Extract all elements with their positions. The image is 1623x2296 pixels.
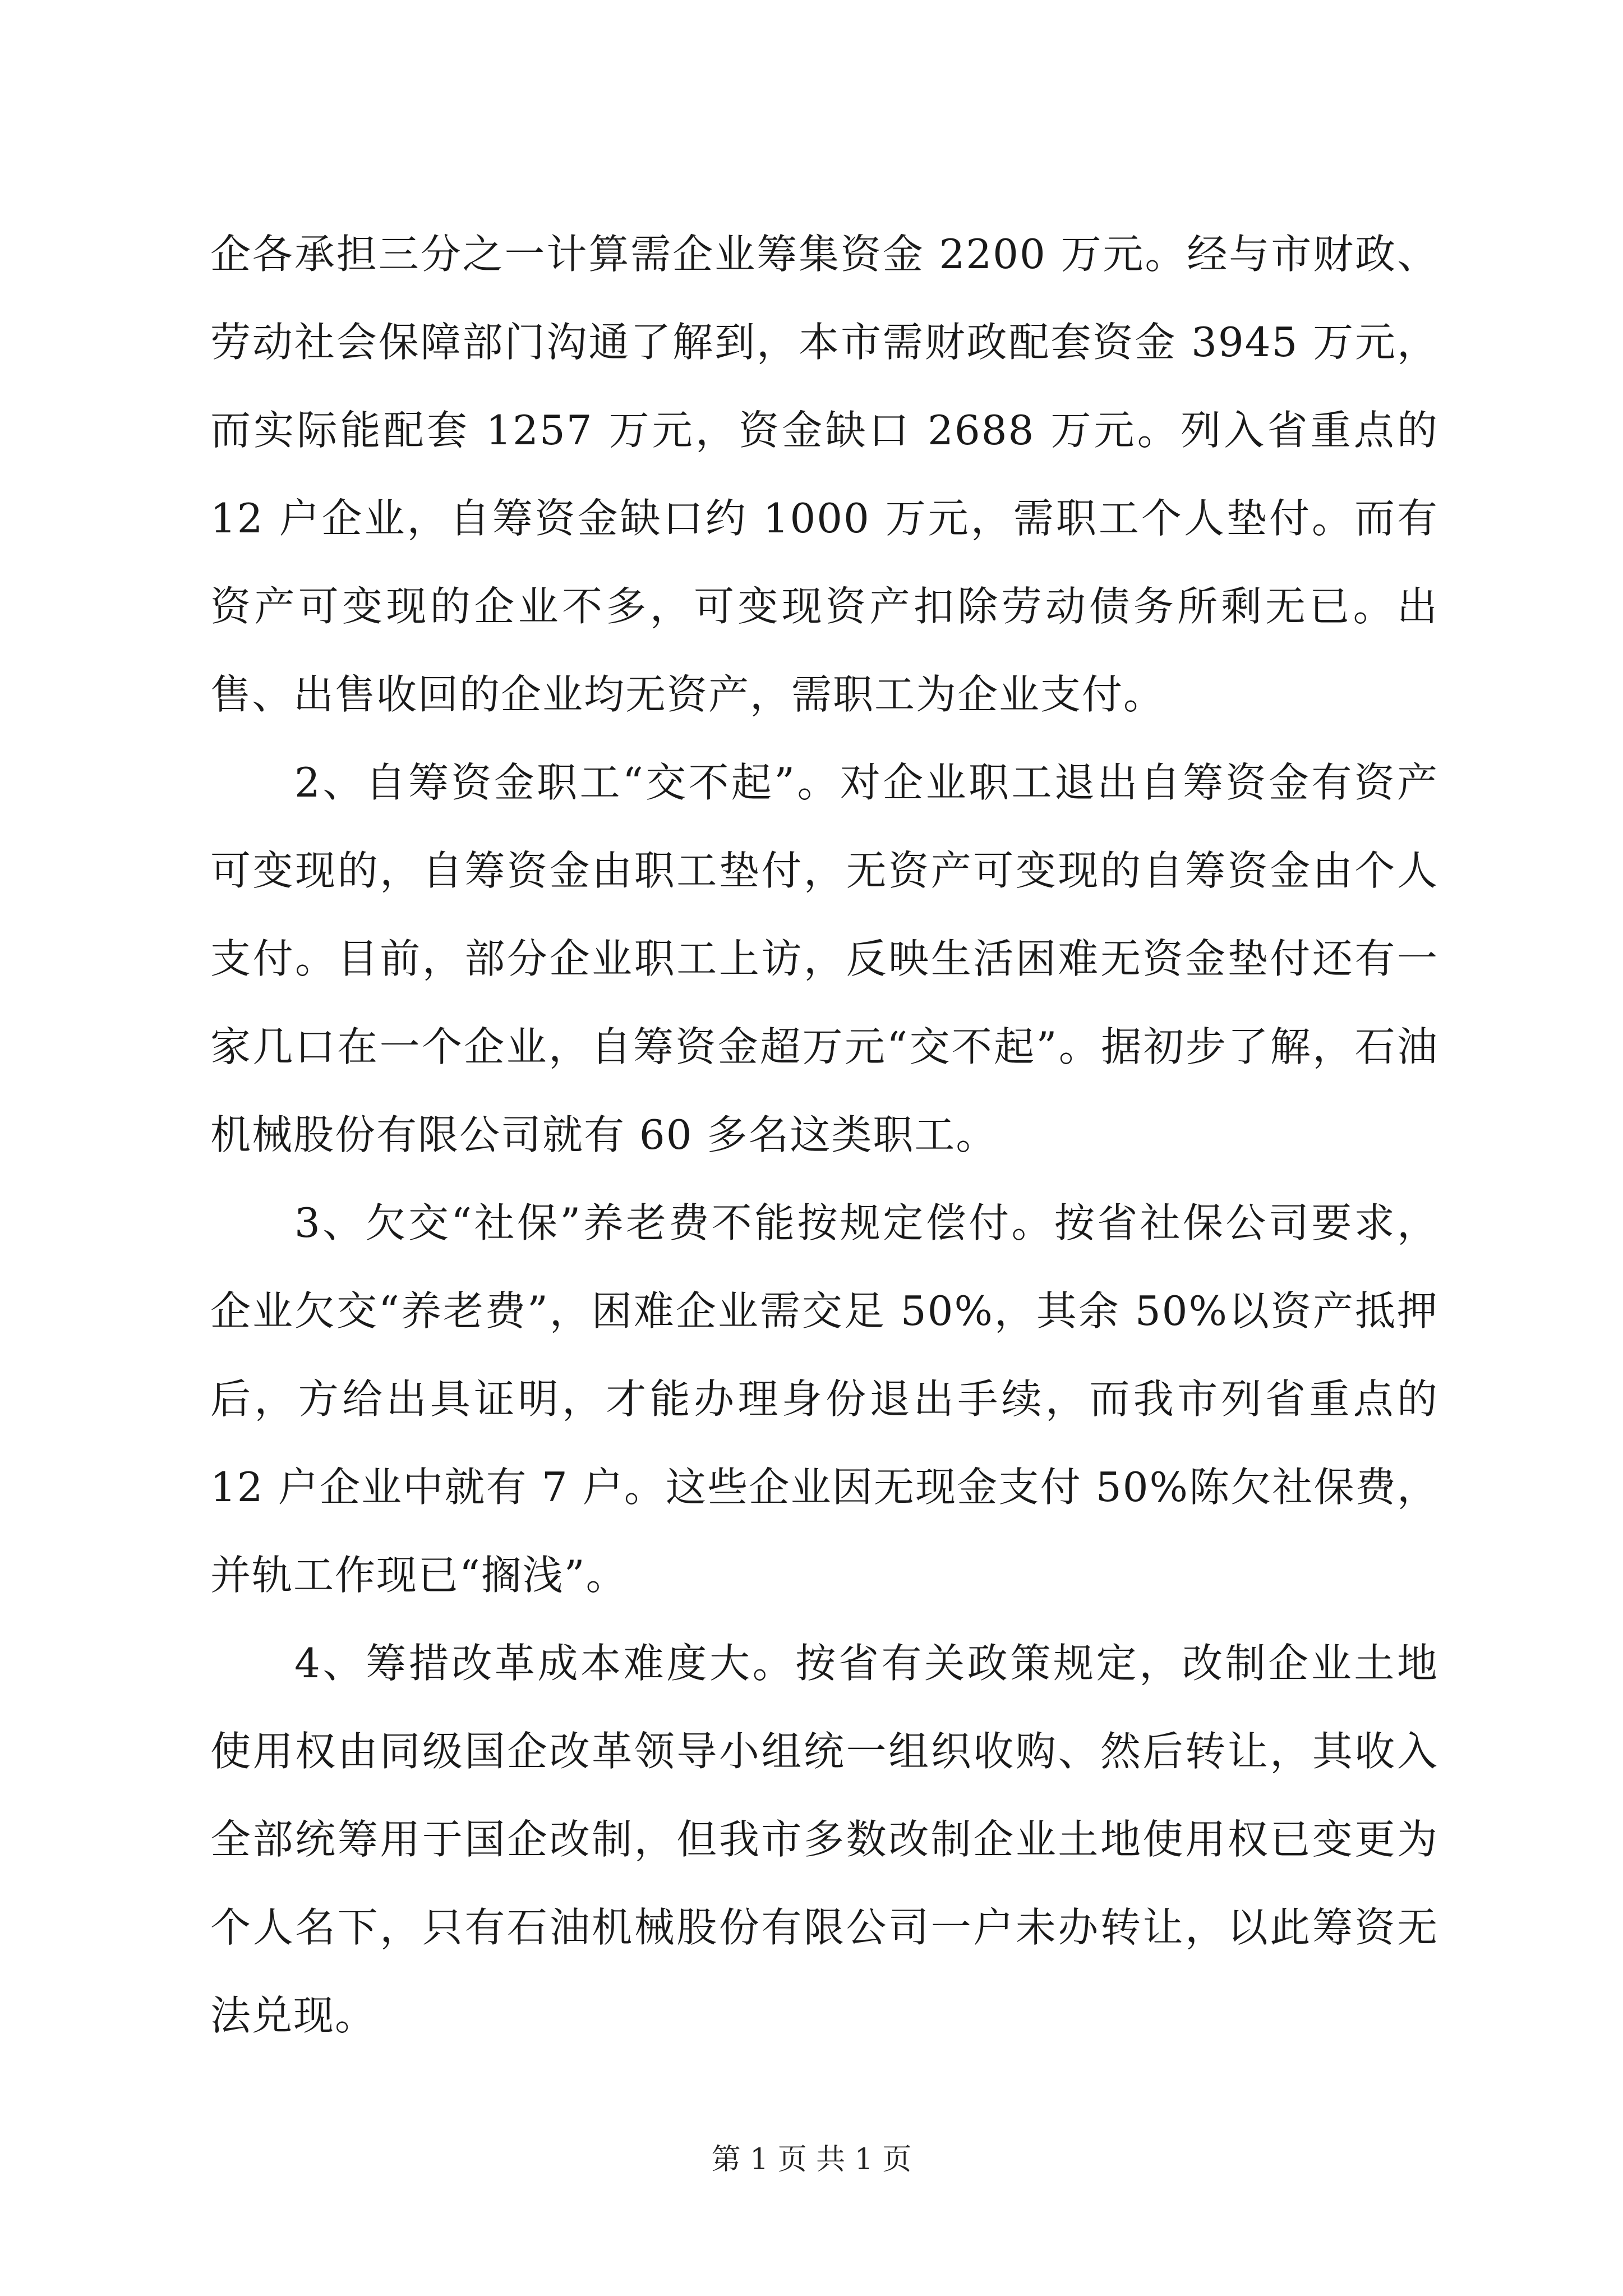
document-body (210, 210, 1438, 2060)
paragraph-4: 4、筹措改革成本难度大。按省有关政策规定，改制企业土地使用权由同级国企改革领导小组统一组织收购、然后转让，其收入全部统筹用于国企改制，但我市多数改制企业土地使用权已变更为个人名下，只有石油机械股份有限公司一户未办转让，以此筹资无法兑现。 (210, 1640, 1438, 2039)
page-footer: 第 1 页 共 1 页 (711, 2143, 912, 2177)
paragraph-2: 2、自筹资金职工“交不起”。对企业职工退出自筹资金有资产可变现的，自筹资金由职工垫付，无资产可变现的自筹资金由个人支付。目前，部分企业职工上访，反映生活困难无资金垫付还有一家几口在一个企业，自筹资金超万元“交不起”。据初步了解，石油机械股份有限公司就有 60 多名这类职工。 (210, 759, 1438, 1158)
paragraph-1: 企各承担三分之一计算需企业筹集资金 2200 万元。经与市财政、劳动社会保障部门沟通了解到，本市需财政配套资金 3945 万元，而实际能配套 1257 万元，资金缺口 2688 万元。列入省重点的 12 户企业，自筹资金缺口约 1000 万元，需职工个人垫付。而有资产可变现的企业不多，可变现资产扣除劳动债务所剩无已。出售、出售收回的企业均无资产，需职工为企业支付。 (210, 231, 1438, 718)
paragraph-3: 3、欠交“社保”养老费不能按规定偿付。按省社保公司要求，企业欠交“养老费”，困难企业需交足 50%，其余 50%以资产抵押后，方给出具证明，才能办理身份退出手续，而我市列省重点的 12 户企业中就有 7 户。这些企业因无现金支付 50%陈欠社保费，并轨工作现已“搁浅”。 (210, 1199, 1438, 1599)
